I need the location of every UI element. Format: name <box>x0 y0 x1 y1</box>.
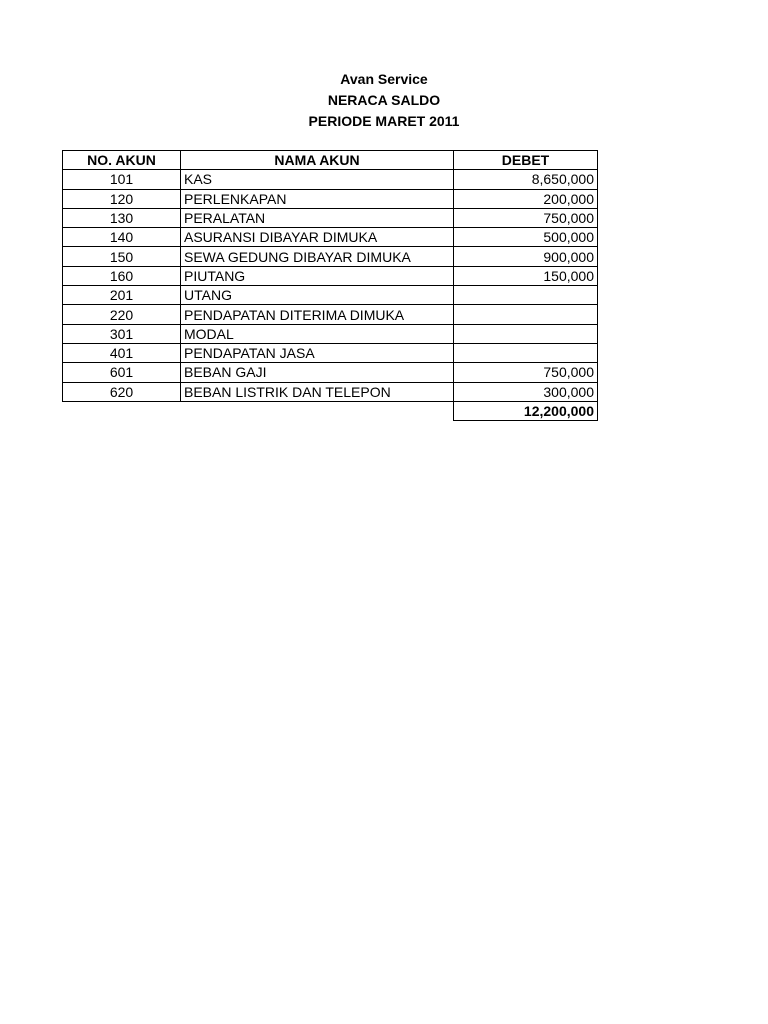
debit-cell: 750,000 <box>454 363 598 382</box>
account-number-cell: 140 <box>63 228 181 247</box>
account-number-cell: 160 <box>63 266 181 285</box>
debit-cell: 300,000 <box>454 382 598 401</box>
account-name-cell: PERLENKAPAN <box>181 189 454 208</box>
debit-cell <box>454 343 598 362</box>
debit-cell <box>454 324 598 343</box>
account-number-cell: 130 <box>63 208 181 227</box>
column-header-account-name: NAMA AKUN <box>181 151 454 170</box>
company-name: Avan Service <box>340 71 428 87</box>
debit-cell <box>454 305 598 324</box>
account-number-cell: 150 <box>63 247 181 266</box>
account-number-cell: 401 <box>63 343 181 362</box>
column-header-account-number: NO. AKUN <box>63 151 181 170</box>
empty-cell <box>181 401 454 420</box>
total-row <box>63 401 598 420</box>
debit-cell: 750,000 <box>454 208 598 227</box>
account-number-cell: 120 <box>63 189 181 208</box>
table-row <box>63 208 598 227</box>
table-row <box>63 247 598 266</box>
table-row <box>63 305 598 324</box>
account-name-cell: PENDAPATAN DITERIMA DIMUKA <box>181 305 454 324</box>
account-number-cell: 620 <box>63 382 181 401</box>
empty-cell <box>63 401 181 420</box>
debit-cell: 500,000 <box>454 228 598 247</box>
trial-balance-table <box>62 150 598 421</box>
total-debit-cell: 12,200,000 <box>454 401 598 420</box>
account-name-cell: KAS <box>181 170 454 189</box>
column-header-debit: DEBET <box>454 151 598 170</box>
report-title: NERACA SALDO <box>327 92 441 108</box>
account-number-cell: 301 <box>63 324 181 343</box>
table-row <box>63 266 598 285</box>
account-name-cell: ASURANSI DIBAYAR DIMUKA <box>181 228 454 247</box>
account-number-cell: 201 <box>63 286 181 305</box>
table-row <box>63 324 598 343</box>
account-name-cell: UTANG <box>181 286 454 305</box>
table-row <box>63 343 598 362</box>
account-number-cell: 101 <box>63 170 181 189</box>
account-name-cell: PERALATAN <box>181 208 454 227</box>
account-number-cell: 601 <box>63 363 181 382</box>
account-name-cell: PENDAPATAN JASA <box>181 343 454 362</box>
account-number-cell: 220 <box>63 305 181 324</box>
debit-cell: 8,650,000 <box>454 170 598 189</box>
table-row <box>63 363 598 382</box>
account-name-cell: BEBAN GAJI <box>181 363 454 382</box>
table-row <box>63 189 598 208</box>
report-period: PERIODE MARET 2011 <box>308 113 460 129</box>
table-row <box>63 170 598 189</box>
debit-cell <box>454 286 598 305</box>
table-row <box>63 286 598 305</box>
table-row <box>63 382 598 401</box>
table-header-row <box>63 151 598 170</box>
table-row <box>63 228 598 247</box>
debit-cell: 900,000 <box>454 247 598 266</box>
account-name-cell: MODAL <box>181 324 454 343</box>
account-name-cell: BEBAN LISTRIK DAN TELEPON <box>181 382 454 401</box>
account-name-cell: PIUTANG <box>181 266 454 285</box>
debit-cell: 150,000 <box>454 266 598 285</box>
debit-cell: 200,000 <box>454 189 598 208</box>
account-name-cell: SEWA GEDUNG DIBAYAR DIMUKA <box>181 247 454 266</box>
